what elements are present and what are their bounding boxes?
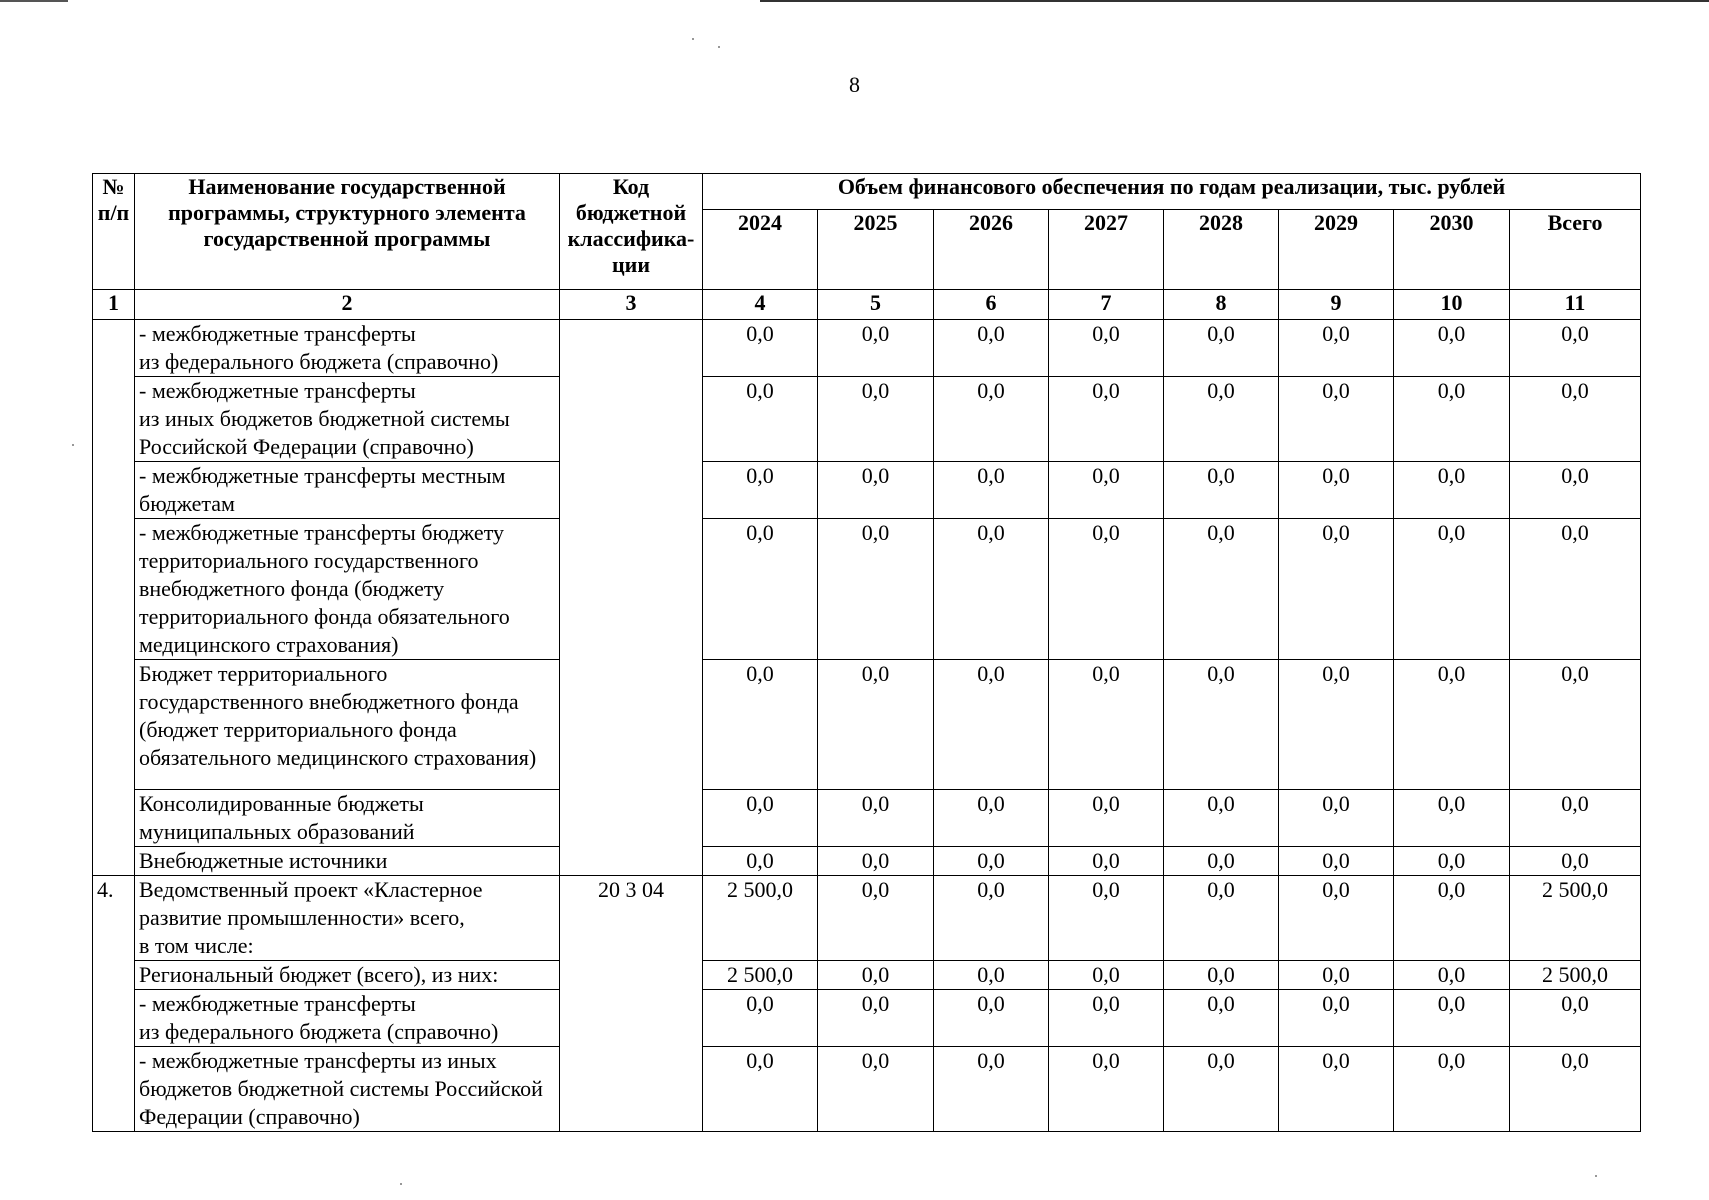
table-header <box>93 174 1641 320</box>
funding-value: 2 500,0 <box>703 876 818 961</box>
funding-value: 0,0 <box>818 377 934 462</box>
funding-value: 0,0 <box>1049 1047 1164 1132</box>
funding-value: 0,0 <box>1049 377 1164 462</box>
funding-value: 0,0 <box>1164 876 1279 961</box>
column-number: 11 <box>1510 290 1641 320</box>
funding-value: 0,0 <box>934 660 1049 790</box>
budget-table <box>92 173 1641 1132</box>
table-body <box>93 320 1641 1132</box>
page-number: 8 <box>849 72 860 97</box>
column-number: 10 <box>1394 290 1510 320</box>
funding-value: 0,0 <box>1394 847 1510 876</box>
row-index <box>93 320 135 876</box>
funding-value: 0,0 <box>818 320 934 377</box>
funding-value: 0,0 <box>934 377 1049 462</box>
funding-value: 0,0 <box>1279 462 1394 519</box>
row-name: Бюджет территориального государственного внебюджетного фонда (бюджет территориального фонда обязательного медицинского страхования) <box>135 660 560 790</box>
funding-value: 0,0 <box>818 847 934 876</box>
scan-edge-left <box>0 0 68 2</box>
budget-code: 20 3 04 <box>560 876 703 1132</box>
funding-value: 0,0 <box>1394 990 1510 1047</box>
funding-value: 0,0 <box>1049 876 1164 961</box>
row-name: Ведомственный проект «Кластерное развитие промышленности» всего, в том числе: <box>135 876 560 961</box>
funding-value: 0,0 <box>934 990 1049 1047</box>
funding-value: 0,0 <box>1394 462 1510 519</box>
funding-value: 0,0 <box>934 1047 1049 1132</box>
header-year: 2025 <box>818 210 934 290</box>
funding-value: 0,0 <box>1049 320 1164 377</box>
scan-edge-top <box>760 0 1709 2</box>
funding-value: 0,0 <box>934 462 1049 519</box>
funding-value: 0,0 <box>1164 660 1279 790</box>
funding-value: 0,0 <box>703 847 818 876</box>
funding-value: 0,0 <box>934 519 1049 660</box>
funding-value: 0,0 <box>1394 377 1510 462</box>
funding-value: 0,0 <box>703 519 818 660</box>
funding-value: 0,0 <box>934 876 1049 961</box>
funding-value: 0,0 <box>1510 320 1641 377</box>
funding-value: 2 500,0 <box>703 961 818 990</box>
funding-value: 0,0 <box>1049 790 1164 847</box>
funding-value: 0,0 <box>1510 1047 1641 1132</box>
funding-value: 0,0 <box>1510 462 1641 519</box>
funding-value: 0,0 <box>1164 320 1279 377</box>
column-number: 6 <box>934 290 1049 320</box>
funding-value: 0,0 <box>1164 377 1279 462</box>
funding-value: 0,0 <box>1049 462 1164 519</box>
table-row <box>93 377 1641 462</box>
budget-code <box>560 320 703 876</box>
scan-speck <box>718 46 720 48</box>
funding-value: 0,0 <box>1279 876 1394 961</box>
funding-value: 0,0 <box>1510 790 1641 847</box>
table-row <box>93 320 1641 377</box>
funding-value: 0,0 <box>1279 377 1394 462</box>
table-row <box>93 1047 1641 1132</box>
funding-value: 0,0 <box>1279 320 1394 377</box>
row-name: Консолидированные бюджеты муниципальных образований <box>135 790 560 847</box>
row-index: 4. <box>93 876 135 1132</box>
funding-value: 0,0 <box>1049 961 1164 990</box>
funding-value: 0,0 <box>1049 990 1164 1047</box>
funding-value: 0,0 <box>1394 961 1510 990</box>
row-name: - межбюджетные трансферты из федерального бюджета (справочно) <box>135 990 560 1047</box>
funding-value: 0,0 <box>1510 847 1641 876</box>
table-row <box>93 462 1641 519</box>
header-code: Код бюджетной классифика-ции <box>560 174 703 290</box>
scan-speck <box>72 444 74 446</box>
funding-value: 0,0 <box>818 961 934 990</box>
column-number: 7 <box>1049 290 1164 320</box>
table-row <box>93 847 1641 876</box>
row-name: - межбюджетные трансферты из иных бюджетов бюджетной системы Российской Федерации (справочно) <box>135 377 560 462</box>
table-row <box>93 519 1641 660</box>
funding-value: 0,0 <box>818 876 934 961</box>
funding-value: 0,0 <box>1049 660 1164 790</box>
column-number: 3 <box>560 290 703 320</box>
funding-value: 0,0 <box>1394 876 1510 961</box>
funding-value: 0,0 <box>1394 790 1510 847</box>
funding-value: 0,0 <box>934 961 1049 990</box>
funding-value: 0,0 <box>1510 990 1641 1047</box>
funding-value: 0,0 <box>818 790 934 847</box>
funding-value: 0,0 <box>703 320 818 377</box>
table-row <box>93 790 1641 847</box>
funding-value: 0,0 <box>1279 990 1394 1047</box>
row-name: - межбюджетные трансферты из иных бюджетов бюджетной системы Российской Федерации (справочно) <box>135 1047 560 1132</box>
funding-value: 0,0 <box>818 462 934 519</box>
header-year: 2028 <box>1164 210 1279 290</box>
funding-value: 0,0 <box>703 990 818 1047</box>
table-row <box>93 961 1641 990</box>
column-number: 1 <box>93 290 135 320</box>
row-name: - межбюджетные трансферты бюджету территориального государственного внебюджетного фонда (бюджету территориального фонда обязательного медицинского страхования) <box>135 519 560 660</box>
funding-value: 0,0 <box>818 990 934 1047</box>
funding-value: 0,0 <box>1279 1047 1394 1132</box>
row-name: - межбюджетные трансферты из федерального бюджета (справочно) <box>135 320 560 377</box>
funding-value: 0,0 <box>1279 660 1394 790</box>
funding-value: 0,0 <box>1279 847 1394 876</box>
header-num: № п/п <box>93 174 135 290</box>
funding-value: 0,0 <box>818 519 934 660</box>
scan-speck <box>692 38 694 40</box>
row-name: Внебюджетные источники <box>135 847 560 876</box>
column-number: 9 <box>1279 290 1394 320</box>
funding-value: 0,0 <box>1394 1047 1510 1132</box>
scan-speck <box>400 1183 402 1185</box>
funding-value: 0,0 <box>1164 961 1279 990</box>
funding-value: 0,0 <box>1394 660 1510 790</box>
column-number: 2 <box>135 290 560 320</box>
header-year: 2030 <box>1394 210 1510 290</box>
funding-value: 0,0 <box>934 847 1049 876</box>
funding-value: 2 500,0 <box>1510 876 1641 961</box>
funding-value: 0,0 <box>703 660 818 790</box>
funding-value: 0,0 <box>703 377 818 462</box>
funding-value: 0,0 <box>1510 660 1641 790</box>
funding-value: 0,0 <box>1164 462 1279 519</box>
header-name: Наименование государственной программы, структурного элемента государственной программы <box>135 174 560 290</box>
scan-speck <box>1595 1175 1597 1177</box>
funding-value: 0,0 <box>1164 847 1279 876</box>
funding-value: 0,0 <box>1049 847 1164 876</box>
row-name: Региональный бюджет (всего), из них: <box>135 961 560 990</box>
column-number: 5 <box>818 290 934 320</box>
header-year: 2026 <box>934 210 1049 290</box>
table-row <box>93 990 1641 1047</box>
funding-value: 0,0 <box>1510 377 1641 462</box>
header-year: 2029 <box>1279 210 1394 290</box>
header-year: 2027 <box>1049 210 1164 290</box>
funding-value: 0,0 <box>1049 519 1164 660</box>
column-number: 4 <box>703 290 818 320</box>
header-year: 2024 <box>703 210 818 290</box>
funding-value: 0,0 <box>1279 519 1394 660</box>
funding-value: 0,0 <box>703 462 818 519</box>
funding-value: 0,0 <box>1510 519 1641 660</box>
funding-value: 0,0 <box>703 1047 818 1132</box>
row-name: - межбюджетные трансферты местным бюджетам <box>135 462 560 519</box>
table-row <box>93 660 1641 790</box>
table-row <box>93 876 1641 961</box>
funding-value: 0,0 <box>1394 320 1510 377</box>
funding-value: 0,0 <box>1164 519 1279 660</box>
funding-value: 0,0 <box>818 660 934 790</box>
funding-value: 0,0 <box>818 1047 934 1132</box>
funding-value: 0,0 <box>934 320 1049 377</box>
funding-value: 0,0 <box>1279 961 1394 990</box>
funding-value: 0,0 <box>1394 519 1510 660</box>
funding-value: 0,0 <box>934 790 1049 847</box>
funding-value: 0,0 <box>703 790 818 847</box>
column-number: 8 <box>1164 290 1279 320</box>
funding-value: 0,0 <box>1279 790 1394 847</box>
header-volume: Объем финансового обеспечения по годам реализации, тыс. рублей <box>703 174 1641 210</box>
funding-value: 0,0 <box>1164 990 1279 1047</box>
funding-value: 2 500,0 <box>1510 961 1641 990</box>
funding-value: 0,0 <box>1164 1047 1279 1132</box>
header-year: Всего <box>1510 210 1641 290</box>
funding-value: 0,0 <box>1164 790 1279 847</box>
